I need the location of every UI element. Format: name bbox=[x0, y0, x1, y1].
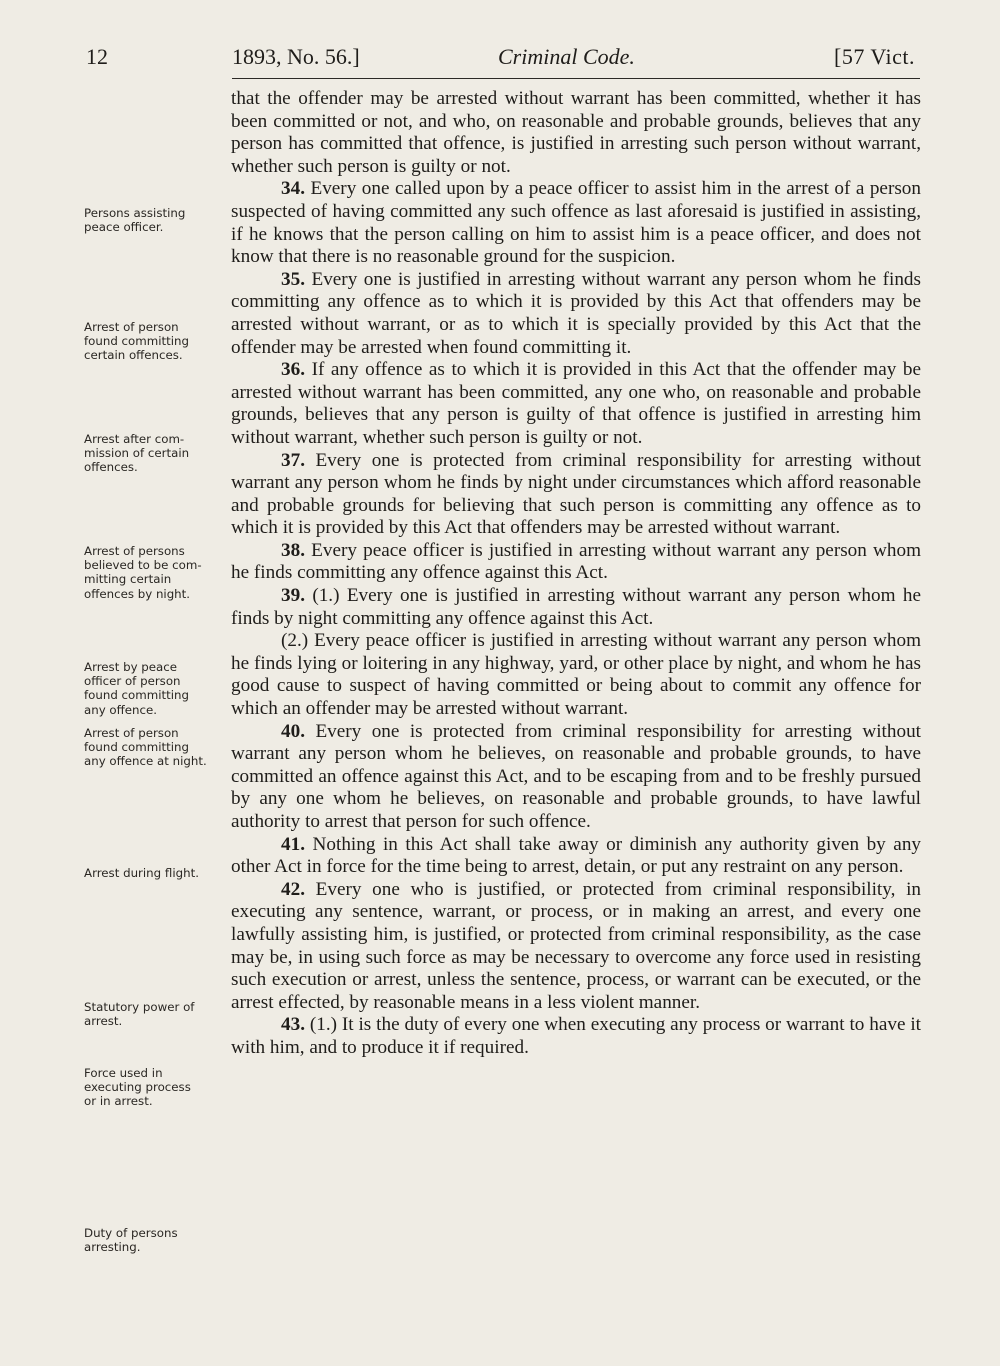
section-number: 43. bbox=[281, 1014, 305, 1036]
margin-note-line: mission of certain bbox=[84, 446, 190, 461]
section-number: 34. bbox=[281, 178, 305, 200]
margin-note-line: offences. bbox=[84, 460, 138, 475]
section-39 bbox=[231, 585, 921, 630]
section-37 bbox=[231, 450, 921, 540]
section-38 bbox=[231, 540, 921, 585]
paragraph-text: Every peace officer is justified in arresting without warrant any person whom he finds committing any offence against this Act. bbox=[231, 539, 921, 584]
margin-note-line: officer of person bbox=[84, 674, 181, 689]
margin-note-line: Arrest of persons bbox=[84, 544, 185, 558]
paragraph-text: Every one is protected from criminal responsibility for arresting without warrant any person whom he finds by night under circumstances which afford reasonable and probable grounds for believing that such person is committing any offence as to which it is provided by this Act that offenders may be arrested without warrant. bbox=[231, 449, 921, 539]
section-35 bbox=[231, 269, 921, 359]
margin-note bbox=[84, 320, 214, 363]
page-number: 12 bbox=[86, 44, 108, 69]
margin-note bbox=[84, 660, 214, 717]
paragraph-text: (1.) It is the duty of every one when executing any process or warrant to have it with him, and to produce it if required. bbox=[231, 1014, 921, 1058]
paragraph-text: (2.) Every peace officer is justified in arresting without warrant any person whom he finds lying or loitering in any highway, yard, or other place by night, and whom he has good cause to suspect of having committed or being about to commit any offence for which an offender may be arrested without warrant. bbox=[231, 630, 921, 720]
margin-note bbox=[84, 866, 214, 880]
margin-note-line: Arrest by peace bbox=[84, 660, 178, 674]
section-41 bbox=[231, 834, 921, 879]
main-text bbox=[231, 88, 921, 1060]
margin-note-line: offences by night. bbox=[84, 586, 191, 601]
margin-note bbox=[84, 206, 214, 234]
margin-note bbox=[84, 1226, 214, 1254]
section-34 bbox=[231, 178, 921, 268]
margin-note bbox=[84, 544, 214, 601]
section-number: 36. bbox=[281, 359, 305, 381]
running-title: Criminal Code. bbox=[498, 44, 635, 69]
margin-note-line: mitting certain bbox=[84, 572, 172, 587]
margin-note-line: Force used in bbox=[84, 1066, 163, 1080]
header-rule bbox=[232, 78, 920, 79]
paragraph-text: Every one is protected from criminal responsibility for arresting without warrant any person whom he believes, on reasonable and probable grounds, to have committed an offence against this Act, and to be escaping from and to be freshly pursued by any one whom he believes, on reasonable and probable grounds, to have lawful authority to arrest that person for such offence. bbox=[231, 720, 921, 832]
margin-note bbox=[84, 726, 214, 769]
margin-note-line: peace officer. bbox=[84, 220, 164, 235]
margin-note bbox=[84, 1066, 214, 1109]
margin-note bbox=[84, 1000, 214, 1028]
margin-note-line: arresting. bbox=[84, 1240, 141, 1255]
margin-note-line: Statutory power of bbox=[84, 1000, 195, 1014]
margin-note-line: believed to be com- bbox=[84, 558, 202, 573]
margin-note-line: Duty of persons bbox=[84, 1226, 178, 1240]
margin-note-line: Persons assisting bbox=[84, 206, 186, 220]
section-number: 41. bbox=[281, 833, 305, 855]
paragraph-text: Every one called upon by a peace officer to assist him in the arrest of a person suspected of having committed any such offence as last aforesaid is justified in assisting, if he knows that the person calling on him to assist him is a peace officer, and does not know that there is no reasonable ground for the suspicion. bbox=[231, 178, 921, 268]
section-number: 40. bbox=[281, 720, 305, 742]
section-number: 39. bbox=[281, 585, 305, 607]
paragraph-text: If any offence as to which it is provided in this Act that the offender may be arrested without warrant has been committed, any one who, on reasonable and probable grounds, believes that any person is guilty of that offence is justified in arresting him without warrant, whether such person is guilty or not. bbox=[231, 359, 922, 448]
margin-note-line: or in arrest. bbox=[84, 1094, 153, 1109]
margin-note-line: found committing bbox=[84, 688, 190, 703]
section-39-subsection-2 bbox=[231, 630, 921, 720]
margin-note-line: Arrest during flight. bbox=[84, 866, 199, 880]
margin-note-line: any offence at night. bbox=[84, 754, 207, 769]
margin-note-line: found committing bbox=[84, 740, 190, 755]
paragraph bbox=[231, 88, 921, 178]
act-reference: 1893, No. 56.] bbox=[232, 44, 360, 69]
section-42 bbox=[231, 879, 921, 1015]
margin-note-line: Arrest of person bbox=[84, 726, 179, 740]
paragraph-text: Nothing in this Act shall take away or diminish any authority given by any other Act in force for the time being to arrest, detain, or put any restraint on any person. bbox=[231, 833, 922, 878]
paragraph-text: Every one who is justified, or protected from criminal responsibility, in executing any sentence, warrant, or process, or in making an arrest, and every one lawfully assisting him, is justified, or protected from criminal responsibility, as the case may be, in using such force as may be necessary to overcome any force used in resisting such execution or arrest, unless the sentence, process, or warrant can be executed, or the arrest effected, by reasonable means in a less violent manner. bbox=[231, 878, 922, 1013]
section-43 bbox=[231, 1014, 921, 1059]
margin-note-line: found committing bbox=[84, 334, 190, 349]
margin-note-line: certain offences. bbox=[84, 348, 183, 363]
section-number: 38. bbox=[281, 539, 305, 561]
margin-note-line: any offence. bbox=[84, 702, 158, 717]
paragraph-text: (1.) Every one is justified in arresting without warrant any person whom he finds by night committing any offence against this Act. bbox=[231, 585, 921, 629]
margin-note-line: arrest. bbox=[84, 1014, 123, 1029]
section-number: 35. bbox=[281, 268, 305, 290]
paragraph-text: that the offender may be arrested without warrant has been committed, whether it has been committed or not, and who, on reasonable and probable grounds, believes that any person has committed that offence, is justified in arresting such person without warrant, whether such person is guilty or not. bbox=[231, 88, 921, 177]
margin-note-line: Arrest after com- bbox=[84, 432, 185, 446]
paragraph-text: Every one is justified in arresting without warrant any person whom he finds committing any offence as to which it is provided by this Act that offenders may be arrested without warrant, or as to which it is specially provided by this Act that the offender may be arrested when found committing it. bbox=[231, 268, 921, 358]
section-36 bbox=[231, 359, 921, 449]
section-40 bbox=[231, 721, 921, 834]
margin-note-line: Arrest of person bbox=[84, 320, 179, 334]
section-number: 37. bbox=[281, 449, 305, 471]
regnal-year: [57 Vict. bbox=[834, 44, 915, 69]
section-number: 42. bbox=[281, 878, 305, 900]
margin-note-line: executing process bbox=[84, 1080, 191, 1095]
margin-note bbox=[84, 432, 214, 475]
